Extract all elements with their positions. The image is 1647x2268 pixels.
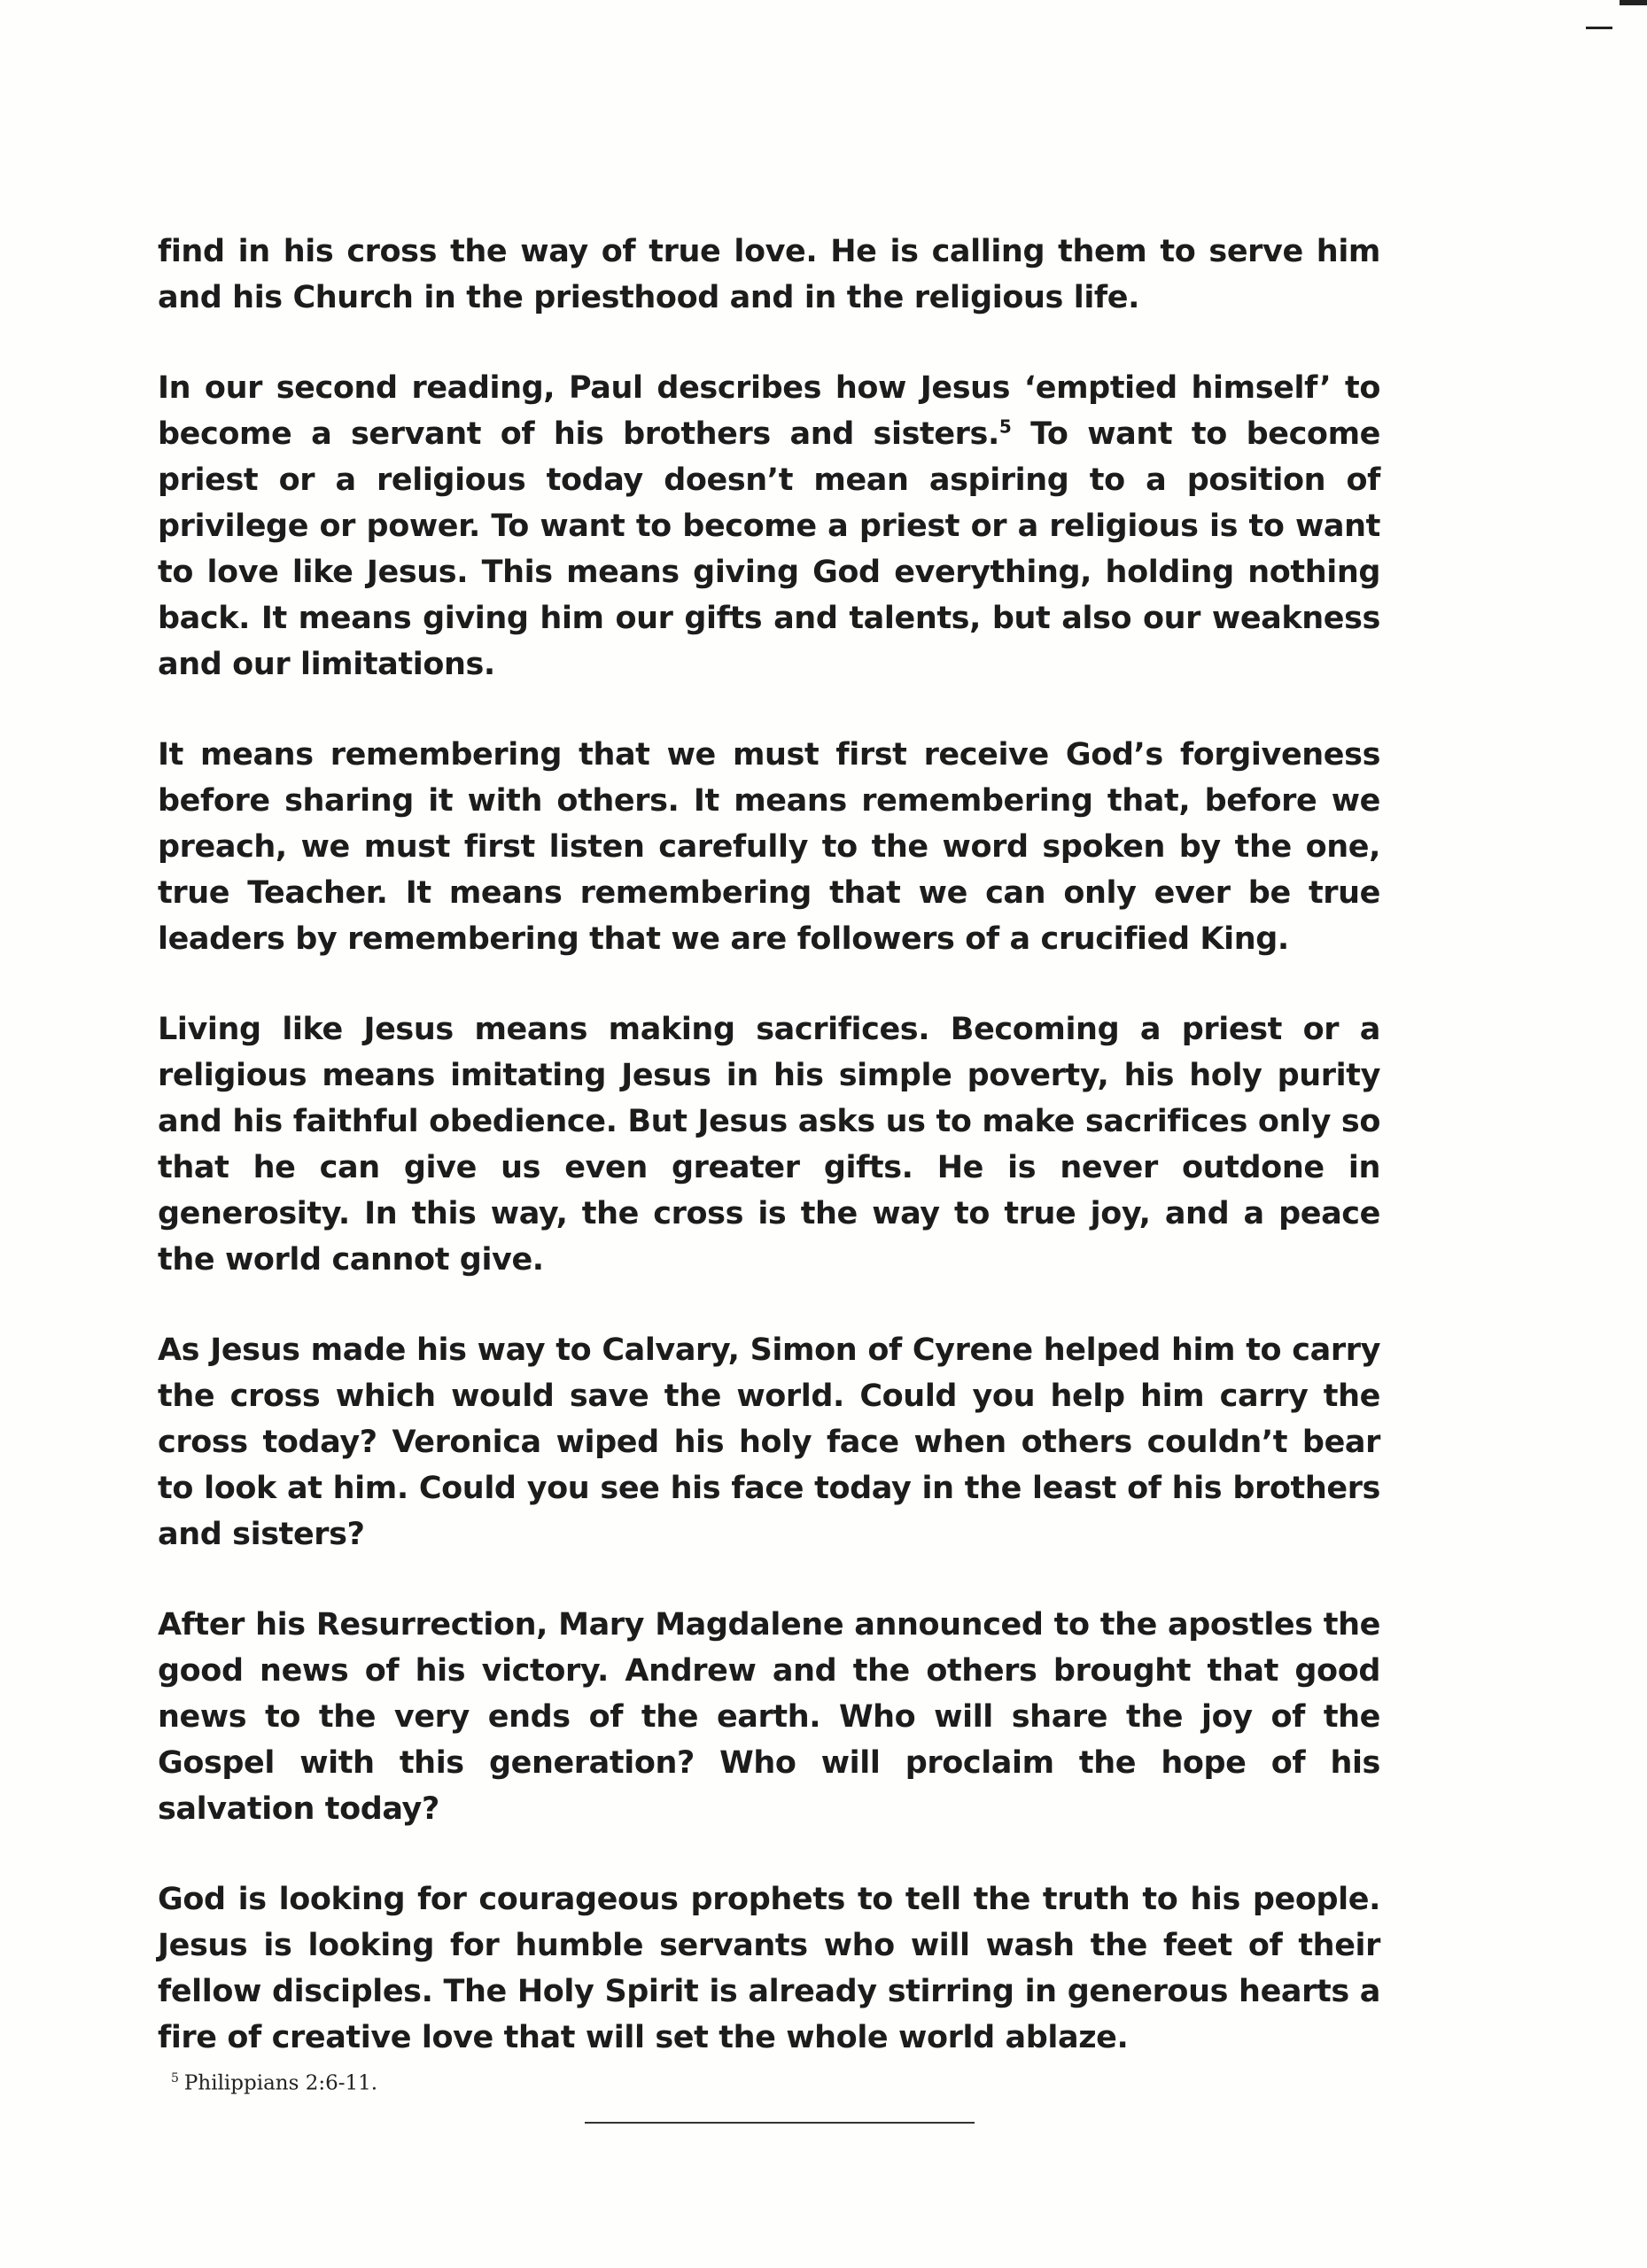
footnote-text: Philippians 2:6-11. [183,2071,378,2095]
paragraph-3: It means remembering that we must first receive God’s forgiveness before sharing it with others. It means remembering that, before we preach, we must first listen carefully to the word spoken by the one, true Teacher. It means remembering that we can only ever be true leaders by remembering that we are followers of a crucified King. [158,737,1380,957]
footnote-divider [585,2122,975,2124]
footnote [171,2071,377,2095]
paragraph-2-text: In our second reading, Paul describes how Jesus ‘emptied himself’ to become a servant of his brothers and sisters. [158,370,1380,452]
paragraph-5: As Jesus made his way to Calvary, Simon of Cyrene helped him to carry the cross which would save the world. Could you help him carry the cross today? Veronica wiped his holy face when others couldn’t bear to look at him. Could you see his face today in the least of his brothers and sisters? [158,1332,1380,1552]
scan-edge-mark [1586,27,1612,29]
paragraph-6: After his Resurrection, Mary Magdalene announced to the apostles the good news of his victory. Andrew and the others brought that good news to the very ends of the earth. Who will share the joy of the Gospel with this generation? Who will proclaim the hope of his salvation today? [158,1607,1380,1827]
paragraph-2 [158,365,1380,687]
body-text [158,229,1380,2105]
scan-edge-mark [1620,0,1647,5]
footnote-number: 5 [171,2071,179,2085]
paragraph-7: God is looking for courageous prophets to tell the truth to his people. Jesus is looking for humble servants who will wash the feet of their fellow disciples. The Holy Spirit is already stirring in generous hearts a fire of creative love that will set the whole world ablaze. [158,1882,1380,2055]
footnote-reference: 5 [998,416,1012,438]
paragraph-2-continued: To want to become priest or a religious today doesn’t mean aspiring to a position of privilege or power. To want to become a priest or a religious is to want to love like Jesus. This means giving God everything, holding nothing back. It means giving him our gifts and talents, but also our weakness and our limitations. [158,416,1380,682]
paragraph-4: Living like Jesus means making sacrifices. Becoming a priest or a religious means imitating Jesus in his simple poverty, his holy purity and his faithful obedience. But Jesus asks us to make sacrifices only so that he can give us even greater gifts. He is never outdone in generosity. In this way, the cross is the way to true joy, and a peace the world cannot give. [158,1012,1380,1278]
paragraph-1: find in his cross the way of true love. He is calling them to serve him and his Church in the priesthood and in the religious life. [158,234,1380,315]
